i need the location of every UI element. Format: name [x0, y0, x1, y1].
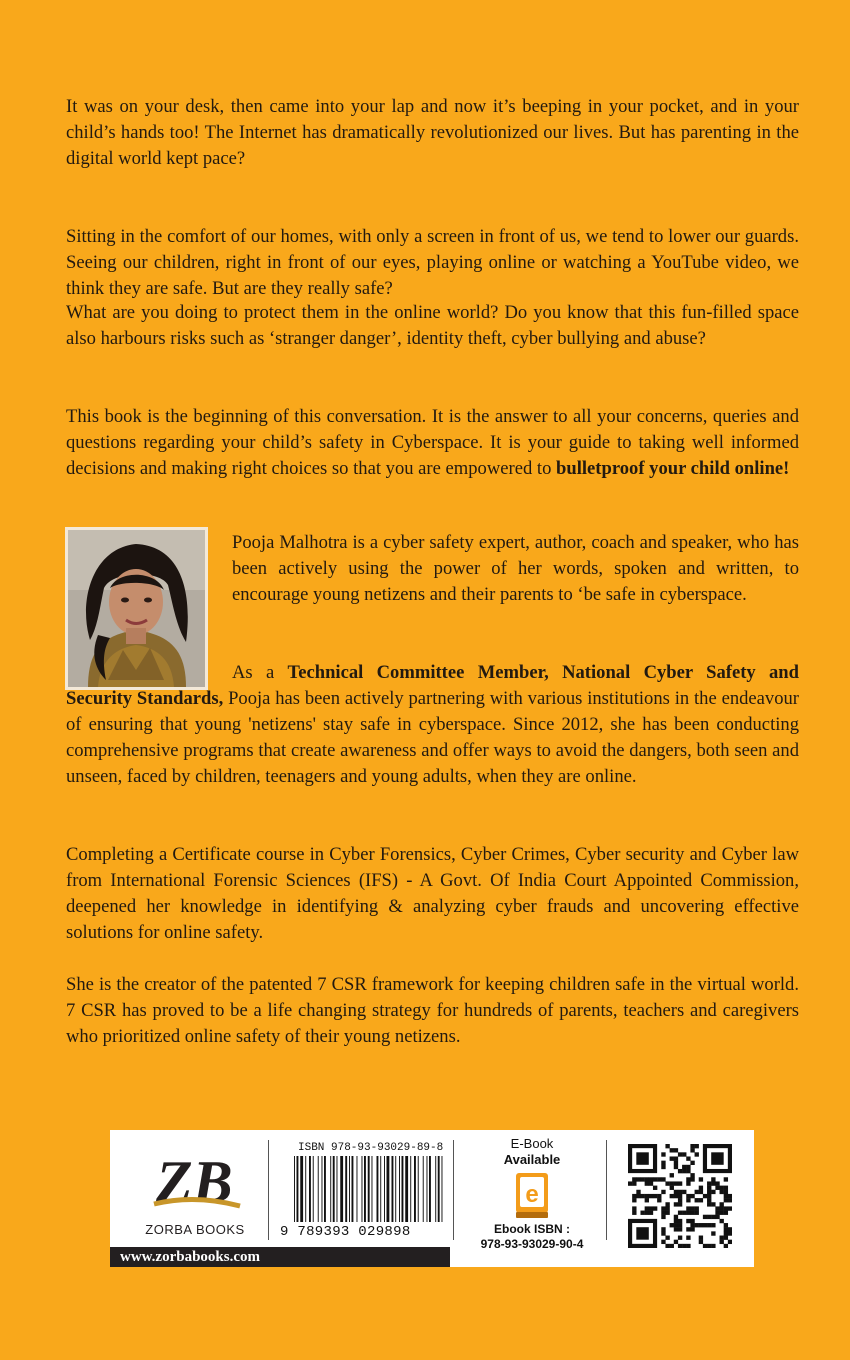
qr-module: [699, 1223, 703, 1227]
qr-module: [720, 1186, 724, 1190]
qr-module: [711, 1244, 715, 1248]
qr-module: [645, 1206, 649, 1210]
qr-module: [699, 1190, 703, 1194]
qr-module: [724, 1227, 728, 1231]
qr-module: [715, 1211, 719, 1215]
qr-module: [724, 1211, 728, 1215]
qr-module: [695, 1211, 699, 1215]
qr-module: [670, 1156, 674, 1160]
qr-module: [670, 1173, 674, 1177]
publisher-name: ZORBA BOOKS: [145, 1222, 245, 1237]
ebook-icon-letter: e: [525, 1181, 539, 1208]
qr-module: [670, 1181, 674, 1185]
barcode-bar: [410, 1156, 411, 1222]
ebook-available: Available: [503, 1152, 561, 1167]
barcode-bar: [399, 1156, 400, 1222]
qr-module: [690, 1227, 694, 1231]
qr-module: [724, 1236, 728, 1240]
qr-module: [678, 1202, 682, 1206]
barcode-bar: [364, 1156, 366, 1222]
qr-module: [661, 1227, 665, 1231]
qr-module: [724, 1177, 728, 1181]
qr-module: [657, 1177, 661, 1181]
barcode-bar: [435, 1156, 436, 1222]
qr-module: [632, 1181, 636, 1185]
qr-module: [686, 1181, 690, 1185]
barcode-bar: [324, 1156, 326, 1222]
qr-module: [711, 1202, 715, 1206]
author-bio-1: Pooja Malhotra is a cyber safety expert, author, coach and speaker, who has been actively using the power of her words, spoken and written, to encourage young netizens and their parents to ‘be safe in cyberspace.: [232, 532, 799, 605]
qr-module: [690, 1148, 694, 1152]
barcode-bar: [418, 1156, 419, 1222]
qr-module: [724, 1190, 728, 1194]
qr-module: [661, 1231, 665, 1235]
barcode-bar: [349, 1156, 350, 1222]
qr-module: [703, 1244, 707, 1248]
qr-module: [682, 1165, 686, 1169]
barcode-bar: [377, 1156, 379, 1222]
qr-module: [695, 1152, 699, 1156]
barcode-bar: [330, 1156, 331, 1222]
qr-module: [720, 1206, 724, 1210]
qr-module: [678, 1169, 682, 1173]
qr-module: [707, 1181, 711, 1185]
qr-module: [720, 1202, 724, 1206]
qr-module: [690, 1223, 694, 1227]
qr-module: [711, 1177, 715, 1181]
qr-module: [674, 1240, 678, 1244]
qr-module: [728, 1206, 732, 1210]
author-bio-3: Completing a Certificate course in Cyber Forensics, Cyber Crimes, Cyber security and Cyber law from International Forensic Sciences (IFS) - A Govt. Of India Court Appointed Commission, deepened her knowledge in identifying & analyzing cyber frauds and uncovering effective solutions for online safety.: [66, 844, 799, 943]
barcode-bar: [300, 1156, 303, 1222]
qr-module: [653, 1206, 657, 1210]
qr-module: [686, 1169, 690, 1173]
qr-module: [695, 1190, 699, 1194]
author-bio-2-text: Pooja has been actively partnering with various institutions in the endeavour of ensuring that young 'netizens' stay safe in cyberspace. Since 2012, she has been conducting comprehensive programs that create awareness and offer ways to avoid the dangers, both seen and unseen, faced by children, teenagers and young adults, when they are online.: [66, 688, 800, 787]
qr-module: [690, 1194, 694, 1198]
qr-module: [665, 1244, 669, 1248]
qr-module: [674, 1165, 678, 1169]
barcode-bar: [429, 1156, 431, 1222]
ebook-isbn-label: Ebook ISBN :: [493, 1222, 570, 1236]
barcode-bar: [423, 1156, 424, 1222]
qr-module: [661, 1211, 665, 1215]
qr-module: [632, 1198, 636, 1202]
qr-module: [703, 1223, 707, 1227]
barcode-bar: [362, 1156, 363, 1222]
qr-module: [699, 1177, 703, 1181]
qr-module: [661, 1165, 665, 1169]
qr-module: [665, 1206, 669, 1210]
qr-module: [686, 1206, 690, 1210]
qr-module: [707, 1215, 711, 1219]
qr-module: [699, 1240, 703, 1244]
qr-module: [695, 1144, 699, 1148]
qr-module: [674, 1194, 678, 1198]
qr-module: [724, 1206, 728, 1210]
qr-module: [724, 1186, 728, 1190]
barcode-bar: [357, 1156, 358, 1222]
qr-module: [674, 1148, 678, 1152]
barcode-bar: [387, 1156, 390, 1222]
blurb-paragraph-1: It was on your desk, then came into your lap and now it’s beeping in your pocket, and in your child’s hands too! The Internet has dramatically revolutionized our lives. But has parenting in the digital world kept pace?: [66, 96, 799, 169]
qr-module: [678, 1236, 682, 1240]
qr-module: [686, 1198, 690, 1202]
barcode-bar: [322, 1156, 323, 1222]
qr-module: [678, 1244, 682, 1248]
qr-module: [674, 1215, 678, 1219]
qr-module: [640, 1177, 644, 1181]
qr-module: [645, 1211, 649, 1215]
barcode-bar: [297, 1156, 299, 1222]
qr-module: [707, 1194, 711, 1198]
logo-letters: ZB: [156, 1149, 233, 1215]
barcode-bar: [368, 1156, 370, 1222]
qr-module: [707, 1244, 711, 1248]
qr-module: [720, 1211, 724, 1215]
qr-module: [711, 1231, 715, 1235]
qr-module: [674, 1219, 678, 1223]
blurb-paragraph-4-bold: bulletproof your child online!: [556, 458, 790, 479]
qr-module: [686, 1211, 690, 1215]
qr-module: [682, 1169, 686, 1173]
barcode-bar: [345, 1156, 347, 1222]
qr-module: [686, 1156, 690, 1160]
qr-module: [632, 1177, 636, 1181]
barcode-bar: [372, 1156, 373, 1222]
qr-module: [628, 1181, 632, 1185]
qr-module: [711, 1190, 715, 1194]
qr-module: [686, 1236, 690, 1240]
ebook-icon: [515, 1172, 549, 1220]
qr-module: [690, 1211, 694, 1215]
qr-module: [707, 1202, 711, 1206]
qr-module: [690, 1161, 694, 1165]
qr-module: [636, 1177, 640, 1181]
qr-module: [686, 1177, 690, 1181]
qr-module: [645, 1194, 649, 1198]
qr-module: [724, 1223, 728, 1227]
barcode-bar: [380, 1156, 381, 1222]
qr-module: [670, 1223, 674, 1227]
barcode-bar: [352, 1156, 354, 1222]
qr-module: [632, 1206, 636, 1210]
qr-module: [711, 1181, 715, 1185]
qr-module: [728, 1240, 732, 1244]
qr-module: [653, 1177, 657, 1181]
qr-module: [640, 1194, 644, 1198]
qr-module: [678, 1219, 682, 1223]
qr-module: [728, 1194, 732, 1198]
qr-module: [682, 1244, 686, 1248]
qr-module: [649, 1181, 653, 1185]
author-bio-2: [66, 660, 799, 790]
qr-module: [724, 1198, 728, 1202]
isbn-digits: 9 789393 029898: [280, 1224, 411, 1240]
qr-module: [674, 1202, 678, 1206]
qr-module: [674, 1156, 678, 1160]
qr-code: [628, 1144, 732, 1248]
qr-module: [661, 1240, 665, 1244]
barcode-bar: [337, 1156, 338, 1222]
barcode-bar: [384, 1156, 385, 1222]
qr-finder: [636, 1227, 648, 1239]
isbn-label: ISBN 978-93-93029-89-8: [298, 1142, 444, 1154]
qr-module: [678, 1181, 682, 1185]
qr-module: [690, 1206, 694, 1210]
qr-module: [649, 1177, 653, 1181]
qr-module: [661, 1206, 665, 1210]
qr-module: [665, 1181, 669, 1185]
blurb-paragraph-2: Sitting in the comfort of our homes, with only a screen in front of us, we tend to lower our guards. Seeing our children, right in front of our eyes, playing online or watching a YouTube video, we think they are safe. But are they really safe?: [66, 226, 799, 299]
qr-module: [657, 1198, 661, 1202]
qr-module: [645, 1177, 649, 1181]
isbn-barcode: [280, 1140, 455, 1240]
barcode-bar: [392, 1156, 394, 1222]
qr-module: [711, 1215, 715, 1219]
qr-module: [653, 1194, 657, 1198]
barcode-bar: [405, 1156, 408, 1222]
barcode-bar: [414, 1156, 416, 1222]
qr-finder: [711, 1152, 723, 1164]
qr-module: [690, 1144, 694, 1148]
qr-module: [678, 1223, 682, 1227]
qr-module: [695, 1223, 699, 1227]
qr-module: [728, 1231, 732, 1235]
ebook-info: [462, 1136, 602, 1251]
zorba-logo-icon: [140, 1144, 250, 1220]
qr-module: [661, 1177, 665, 1181]
qr-module: [720, 1236, 724, 1240]
qr-module: [686, 1244, 690, 1248]
qr-module: [728, 1227, 732, 1231]
qr-module: [665, 1202, 669, 1206]
blurb-paragraph-3: What are you doing to protect them in the online world? Do you know that this fun-filled space also harbours risks such as ‘stranger danger’, identity theft, cyber bullying and abuse?: [66, 302, 799, 349]
qr-module: [724, 1231, 728, 1235]
qr-module: [661, 1215, 665, 1219]
qr-module: [720, 1219, 724, 1223]
qr-module: [670, 1148, 674, 1152]
qr-module: [649, 1211, 653, 1215]
qr-module: [724, 1244, 728, 1248]
blurb-paragraph-4-text: This book is the beginning of this conversation. It is the answer to all your concerns, queries and questions regarding your child’s safety in Cyberspace. It is your guide to taking well informed decisions and making right choices so that you are empowered to: [66, 406, 799, 479]
barcode-bar: [438, 1156, 440, 1222]
qr-module: [670, 1186, 674, 1190]
qr-module: [707, 1198, 711, 1202]
barcode-bar: [402, 1156, 404, 1222]
qr-module: [699, 1236, 703, 1240]
publisher-website[interactable]: www.zorbabooks.com: [110, 1247, 450, 1267]
ebook-isbn: 978-93-93029-90-4: [480, 1237, 584, 1251]
barcode-bar: [294, 1156, 295, 1222]
qr-module: [711, 1223, 715, 1227]
qr-module: [682, 1190, 686, 1194]
qr-module: [670, 1194, 674, 1198]
panel-divider-2: [453, 1140, 454, 1240]
qr-module: [695, 1198, 699, 1202]
qr-module: [686, 1219, 690, 1223]
qr-module: [682, 1211, 686, 1215]
barcode-bars: [294, 1156, 446, 1224]
qr-module: [674, 1190, 678, 1194]
qr-module: [699, 1186, 703, 1190]
qr-module: [707, 1190, 711, 1194]
barcode-bar: [333, 1156, 335, 1222]
barcode-bar: [313, 1156, 314, 1222]
qr-module: [695, 1206, 699, 1210]
qr-module: [640, 1211, 644, 1215]
qr-module: [670, 1244, 674, 1248]
qr-module: [674, 1161, 678, 1165]
panel-divider-3: [606, 1140, 607, 1240]
author-bio-2-prefix: As a: [232, 662, 288, 683]
qr-module: [674, 1227, 678, 1231]
qr-module: [674, 1223, 678, 1227]
qr-module: [686, 1227, 690, 1231]
qr-module: [682, 1152, 686, 1156]
qr-module: [678, 1211, 682, 1215]
qr-module: [690, 1177, 694, 1181]
qr-module: [678, 1194, 682, 1198]
qr-module: [665, 1236, 669, 1240]
qr-module: [703, 1215, 707, 1219]
qr-module: [645, 1181, 649, 1185]
qr-finder: [636, 1152, 648, 1164]
qr-module: [649, 1206, 653, 1210]
qr-module: [645, 1198, 649, 1202]
qr-module: [636, 1190, 640, 1194]
qr-module: [720, 1240, 724, 1244]
author-bio-4: She is the creator of the patented 7 CSR framework for keeping children safe in the virtual world. 7 CSR has proved to be a life changing strategy for hundreds of parents, teachers and caregivers who prioritized online safety of their young netizens.: [66, 974, 799, 1047]
barcode-bar: [305, 1156, 306, 1222]
qr-module: [703, 1194, 707, 1198]
qr-module: [686, 1165, 690, 1169]
qr-module: [661, 1190, 665, 1194]
qr-module: [674, 1181, 678, 1185]
barcode-bar: [395, 1156, 396, 1222]
ebook-label: E-Book: [510, 1136, 554, 1151]
qr-module: [707, 1223, 711, 1227]
publisher-logo: [140, 1144, 250, 1237]
qr-module: [728, 1198, 732, 1202]
barcode-bar: [427, 1156, 428, 1222]
qr-module: [678, 1198, 682, 1202]
qr-module: [632, 1194, 636, 1198]
qr-module: [715, 1186, 719, 1190]
panel-divider-1: [268, 1140, 269, 1240]
blurb-paragraph-4: [66, 404, 799, 482]
qr-module: [678, 1152, 682, 1156]
qr-module: [653, 1186, 657, 1190]
qr-module: [661, 1161, 665, 1165]
qr-module: [636, 1194, 640, 1198]
barcode-bar: [442, 1156, 443, 1222]
qr-module: [649, 1194, 653, 1198]
qr-module: [690, 1219, 694, 1223]
barcode-panel: [110, 1130, 754, 1267]
barcode-bar: [309, 1156, 311, 1222]
qr-module: [665, 1144, 669, 1148]
qr-module: [661, 1152, 665, 1156]
qr-module: [632, 1211, 636, 1215]
qr-module: [686, 1194, 690, 1198]
qr-module: [715, 1206, 719, 1210]
qr-module: [690, 1173, 694, 1177]
qr-module: [665, 1211, 669, 1215]
qr-module: [657, 1194, 661, 1198]
qr-module: [707, 1186, 711, 1190]
qr-module: [678, 1227, 682, 1231]
barcode-bar: [340, 1156, 343, 1222]
qr-module: [724, 1194, 728, 1198]
qr-module: [720, 1190, 724, 1194]
barcode-bar: [318, 1156, 319, 1222]
qr-module: [699, 1198, 703, 1202]
author-bio-2-bold: Technical Committee Member, National Cyber Safety and Security Standards,: [66, 662, 799, 709]
qr-module: [715, 1215, 719, 1219]
qr-module: [678, 1190, 682, 1194]
qr-module: [715, 1181, 719, 1185]
